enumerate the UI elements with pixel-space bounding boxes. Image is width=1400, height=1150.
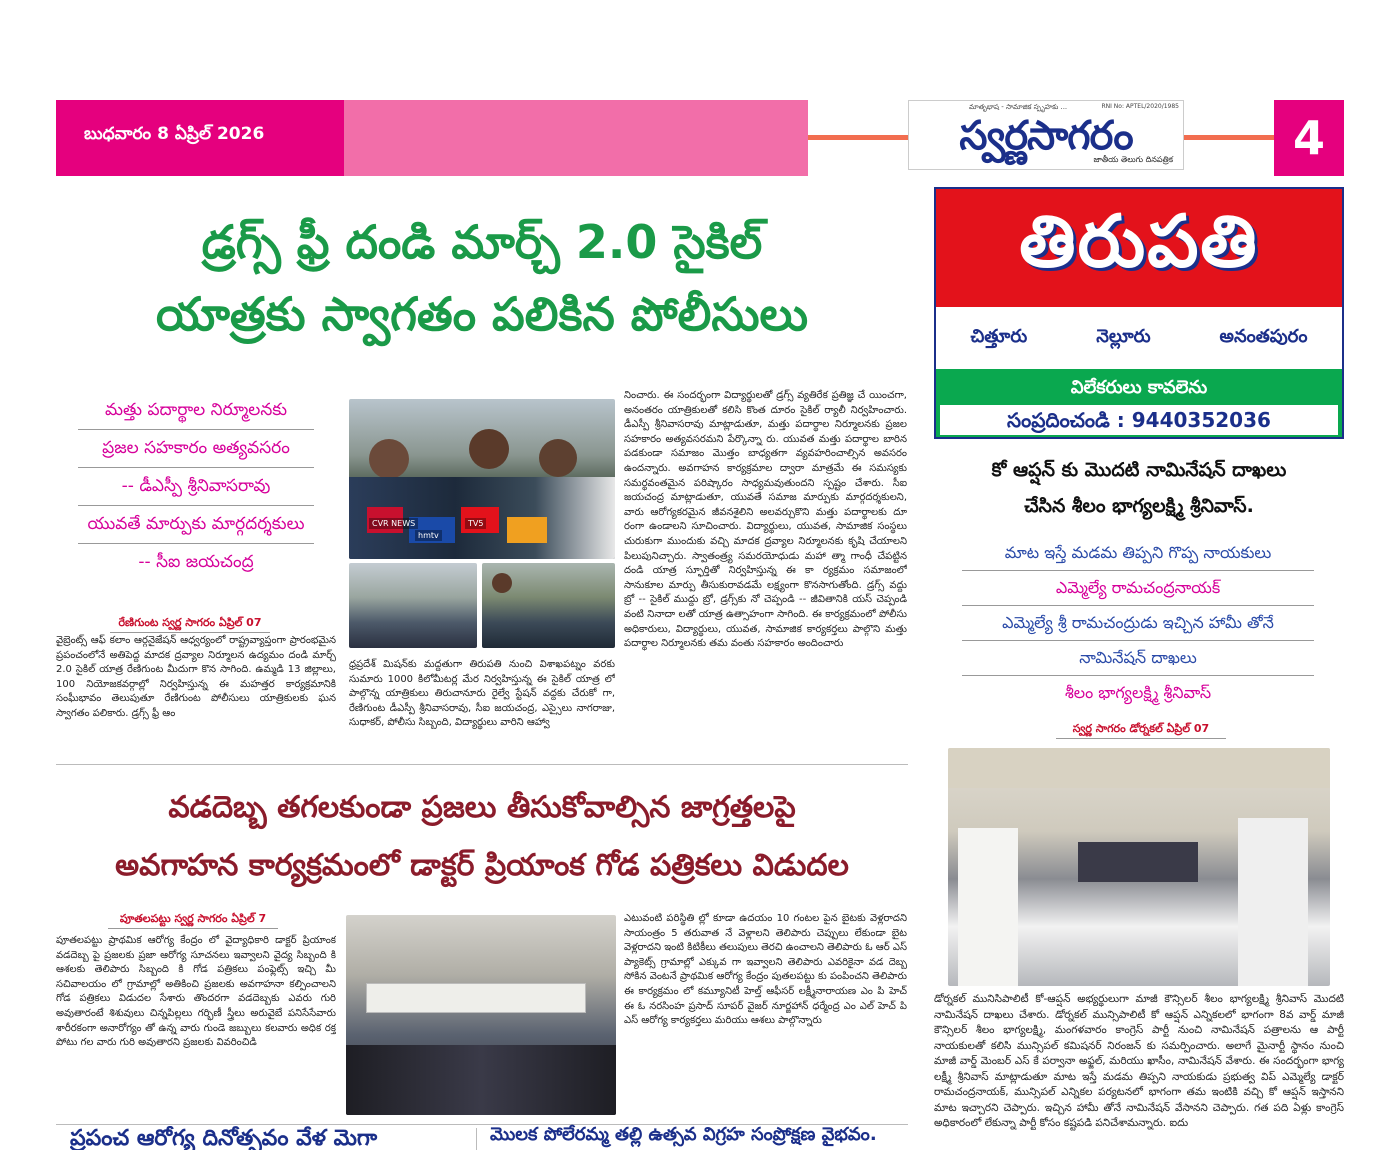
- right-subhead: ఎమ్మెల్యే శ్రీ రామచంద్రుడు ఇచ్చిన హామీ తోనే: [962, 606, 1314, 641]
- ad-contact-number: సంప్రదించండి : 9440352036: [940, 405, 1338, 435]
- person-head: [492, 573, 512, 593]
- masthead-rule-left: [808, 135, 908, 140]
- right-subhead: నామినేషన్ దాఖలు: [962, 641, 1314, 676]
- bottom-headline-left: ప్రపంచ ఆరోగ్య దినోత్సవం వేళ మెగా: [70, 1126, 378, 1150]
- section-divider: [56, 764, 908, 765]
- right-subhead: మాట ఇస్తే మడమ తిప్పని గొప్ప నాయకులు: [962, 536, 1314, 571]
- article1-subhead: ప్రజల సహకారం అత్యవసరం: [78, 430, 314, 468]
- masthead-registration: RNI No: APTEL/2020/1985: [1101, 103, 1179, 110]
- person-white-shirt: [958, 828, 1018, 986]
- issue-date: బుధవారం 8 ఏప్రిల్ 2026: [84, 124, 265, 144]
- masthead-name: స్వర్ణసాగరం: [959, 113, 1133, 159]
- main-headline: [56, 206, 908, 350]
- right-article-body: డోర్నకల్ మునిసిపాలిటీ కో-ఆప్షన్ అభ్యర్థులుగా మాజీ కౌన్సిలర్ శీలం భాగ్యలక్ష్మి శ్రీనివాస్ మొదటి నామినేషన్ దాఖలు చేశారు. డోర్నకల్ మున్సిపాలిటీ కో ఆప్షన్ ఎన్నికలలో భాగంగా 8వ వార్డ్ మాజీ కౌన్సిలర్ శీలం భాగ్యలక్ష్మి, మంగళవారం కాంగ్రెస్ పార్టీ నుంచి నామినేషన్ పత్రాలను ఆ పార్టీ నాయకులతో కలిసి మున్సిపల్ కమిషనర్ నిరంజన్ కు సమర్పించారు. అలాగే మైనార్టీ స్థానం నుంచి మాజీ వార్డ్ మెంబర్ ఎస్ కే పర్వానా అఫ్జల్, మరియు ఖాసీం, నామినేషన్ వేశారు. ఈ సందర్భంగా భాగ్య లక్ష్మీ శ్రీనివాస్ మాట్లాడుతూ మాట ఇస్తే మడమ తిప్పని నాయకుడు ప్రభుత్వ విప్ ఎమ్మెల్యే డాక్టర్ రామచంద్రనాయక్, మున్సిపల్ ఎన్నికల పర్యటనలో భాగంగా తమ ఇంటికి వచ్చి కో ఆప్షన్ ఇస్తానని మాట ఇచ్చారని చెప్పారు. ఇచ్చిన హామీ తోనే నామినేషన్ వేసానని చెప్పారు. గత పది ఏళ్లు కాంగ్రెస్ అధికారంలో లేకున్నా పార్టీ కోసం కష్టపడి పనిచేశామన్నారు. ఐదు: [934, 993, 1344, 1129]
- right-article-subheads: [946, 536, 1330, 710]
- article2-dateline: పూతలపట్టు స్వర్ణ సాగరం ఏప్రిల్ 7: [108, 912, 278, 929]
- column-divider: [476, 1128, 477, 1150]
- article2-headline-line1: వడదెబ్బ తగలకుండా ప్రజలు తీసుకోవాల్సిన జాగ్రత్తలపై: [168, 790, 796, 825]
- channel-logo: TV5: [465, 518, 486, 529]
- bottom-headline-right: మొలక పోలేరమ్మ తల్లి ఉత్సవ విగ్రహ సంప్రోక్షణ వైభవం.: [490, 1124, 877, 1145]
- awareness-program-photo: [346, 915, 616, 1115]
- masthead-tagline: మాతృభాష - సామాజిక స్పృహకు ...: [969, 103, 1068, 111]
- students-cycles-photo: [482, 563, 615, 648]
- person-head: [469, 429, 509, 469]
- ad-wanted: విలేకరులు కావలెను: [1070, 377, 1208, 398]
- article1-subheads: [56, 392, 336, 581]
- office-table: [1078, 842, 1198, 882]
- right-headline-line2: చేసిన శీలం భాగ్యలక్ష్మి శ్రీనివాస్.: [1024, 495, 1254, 517]
- person-head: [539, 439, 577, 477]
- press-meet-photo: [349, 399, 615, 559]
- audience-block: [346, 1045, 616, 1115]
- date-band-light: [344, 100, 808, 176]
- page-number: 4: [1274, 100, 1344, 176]
- right-headline-line1: కో ఆప్షన్ కు మొదటి నామినేషన్ దాఖలు: [991, 459, 1287, 481]
- main-headline-line1: డ్రగ్స్ ఫ్రీ దండి మార్చ్ 2.0 సైకిల్: [201, 215, 763, 269]
- person-head: [369, 439, 409, 479]
- article2-body-col1: పూతలపట్టు ప్రాథమిక ఆరోగ్య కేంద్రం లో వైద్యాధికారి డాక్టర్ ప్రియాంక వడదెబ్బ పై ప్రజలకు ప్రజా ఆరోగ్య సూచనలు ఇవ్వాలని వైద్య సిబ్బంది కి ఆశలకు తెలిపారు సిబ్బంది కి గోడ పత్రికలు పంఫ్లెట్స్ ఇచ్చి మీ సచివాలయం లో గ్రామాల్లో అతికించి ప్రజలకు అవగాహనా కల్పించాలని గోడ పత్రికలు విడుదల సేశారు తొందరగా వడదెబ్బకు ఎవరు గురి అవుతారంటే శిశువులు చిన్నపిల్లలు గర్భిణీ స్త్రీలు అరువైబే పనిసేసేవారు శారీరకంగా అనారోగ్యం తో ఉన్న వారు గుండె జబ్బులు కలవారు అధిక రక్త పోటు గల వారు గురి అవుతారని ప్రజలకు వివరించిడి: [56, 935, 336, 1049]
- mic-flag: [507, 517, 547, 543]
- office-wall: [948, 748, 1330, 788]
- channel-logo: hmtv: [415, 530, 442, 541]
- masthead-logo: [908, 100, 1184, 170]
- channel-logo: CVR NEWS: [369, 518, 418, 529]
- date-band: [56, 100, 808, 176]
- article1-body-col1: వైబ్రెంట్స్ ఆఫ్ కలాం ఆర్గనైజేషన్ ఆధ్వర్యంలో రాష్ట్రవ్యాప్తంగా ప్రారంభమైన ప్రపంచంలోనే అతిపెద్ద మాదక ద్రవ్యాల నిర్మూలన ఉద్యమం దండి మార్చ్ 2.0 సైకిల్ యాత్ర రేణిగుంట మీదుగా కొన సాగింది. ఉమ్మడి 13 జిల్లాలు, 100 నియోజకవర్గాల్లో నిర్వహిస్తున్న ఈ మహత్తర కార్యక్రమానికి సంఘీభావం తెలుపుతూ రేణిగుంట పోలీసులు యాత్రికులకు ఘన స్వాగతం పలికారు. డ్రగ్స్ ఫ్రీ ఆం: [56, 635, 336, 719]
- article1-dateline: రేణిగుంట స్వర్ణ సాగరం ఏప్రిల్ 07: [110, 616, 270, 633]
- article1-body-col2: ధ్రప్రదేశ్ మిషన్‌కు మద్దతుగా తిరుపతి నుంచి విశాఖపట్నం వరకు సుమారు 1000 కిలోమీటర్ల మేర నిర్వహిస్తున్న ఈ సైకిల్ యాత్ర లో పాల్గొన్న యాత్రికులు తిరుచానూరు రైల్వే స్టేషన్ వద్దకు చేరుకో గా, రేణిగుంట డీఎస్పీ శ్రీనివాసరావు, సీఐ జయచంద్ర, ఎస్సైలు నాగరాజు, సుధాకర్, పోలీసు సిబ్బంది, విద్యార్థులు వారిని ఆహ్వా: [349, 659, 615, 729]
- classified-ad: [934, 187, 1344, 439]
- right-subhead: ఎమ్మెల్యే రామచంద్రనాయక్: [962, 571, 1314, 606]
- ad-city: నెల్లూరు: [1096, 325, 1151, 347]
- main-headline-line2: యాత్రకు స్వాగతం పలికిన పోలీసులు: [155, 287, 809, 341]
- article1-body-col3: నించారు. ఈ సందర్భంగా విద్యార్థులతో డ్రగ్స్ వ్యతిరేక ప్రతిజ్ఞ చే యించగా, అనంతరం యాత్రికులతో కలిసి కొంత దూరం సైకిల్ ర్యాలీ నిర్వహించారు. డీఎస్పీ శ్రీనివాసరావు మాట్లాడుతూ, మత్తు పదార్థాల నిర్మూలనకు ప్రజల సహకారం అత్యవసరమని పేర్కొన్నా రు. యువత మత్తు పదార్థాల బారిన పడకుండా సమాజం మొత్తం బాధ్యతగా వ్యవహరించాల్సిన అవసరం ఉందన్నారు. అవగాహన కార్యక్రమాల ద్వారా మాత్రమే ఈ సమస్యకు సమర్థవంతమైన పరిష్కారం సాధ్యమవుతుందని స్పష్టం చేశారు. సీఐ జయచంద్ర మాట్లాడుతూ, యువతే సమాజ మార్పుకు మార్గదర్శకులని, వారు ఆరోగ్యకరమైన జీవనశైలిని అలవర్చుకొని మత్తు పదార్థాలకు దూ రంగా ఉండాలని సూచించారు. విద్యార్థులు, యువత, సామాజిక సంస్థలు చురుకుగా ముందుకు వచ్చి మాదక ద్రవ్యాల నిర్మూలనకు కృషి చేయాలని పిలుపునిచ్చారు. స్వాతంత్ర్య సమరయోధుడు మహా త్మా గాంధీ చేపట్టిన దండి యాత్ర స్ఫూర్తితో నిర్వహిస్తున్న ఈ కా ర్యక్రమం సమాజంలో సానుకూల మార్పు తీసుకురావడమే లక్ష్యంగా కొనసాగుతోంది. డ్రగ్స్ వద్దు బ్రో -- సైకిల్ ముద్దు బ్రో, డ్రగ్స్‌కు నో చెప్పండి -- జీవితానికి యస్ చెప్పండి వంటి నినాదా లతో యాత్ర ఉత్సాహంగా సాగింది. ఈ కార్యక్రమంలో పోలీసు అధికారులు, విద్యార్థులు, యువత, సామాజిక కార్యకర్తలు పాల్గొని మత్తు పదార్థాల నిర్మూలనకు తమ వంతు సహకారం అందించారు: [624, 390, 907, 650]
- wall-poster-banner: [366, 983, 586, 1013]
- ad-city: అనంతపురం: [1219, 325, 1308, 347]
- right-article-dateline: స్వర్ణ సాగరం డోర్నకల్ ఏప్రిల్ 07: [1056, 722, 1226, 739]
- right-article-headline: [934, 452, 1344, 524]
- article2-body-col2: ఎటువంటి పరిస్థితి ల్లో కూడా ఉదయం 10 గంటల పైన బైటకు వెళ్లరాదని సాయంత్రం 5 తరువాత నే వెళ్లాలని తెలిపారు చెప్పులు లేకుండా బైట వెళ్లరాదని ఇంటి కిటికీలు తలుపులు తెరచి ఉంచాలని తెలిపారు ఓ ఆర్ ఎస్ ప్యాకెట్స్ గ్రామాల్లో ఎక్కువ గా ఇవ్వాలని తెలిపారు ఎవరికైనా వడ దెబ్బ సోకిన వెంటనే ప్రాథమిక ఆరోగ్య కేంద్రం పుతలపట్టు కు పంపించని తెలిపారు ఈ కార్యక్రమం లో కమ్యూనిటీ హెల్త్ ఆఫీసర్ లక్ష్మీనారాయణ ఎం పి హెచ్ ఈ ఓ నరసింహ ప్రసాద్ సూపర్ వైజర్ నూర్జహాన్ ధర్మేంద్ర ఎం ఎల్ హెచ్ పి ఎస్ ఆరోగ్య కార్యకర్తలు మరియు ఆశలు పాల్గొన్నారు: [624, 913, 907, 1027]
- article2-headline-line2: అవగాహన కార్యక్రమంలో డాక్టర్ ప్రియాంక గోడ పత్రికలు విడుదల: [115, 848, 849, 883]
- masthead-subtitle: జాతీయ తెలుగు దినపత్రిక: [1093, 155, 1173, 164]
- article1-subhead: మత్తు పదార్థాల నిర్మూలనకు: [78, 392, 314, 430]
- article1-subhead: -- డీఎస్పీ శ్రీనివాసరావు: [78, 468, 314, 506]
- ad-cities: [936, 307, 1342, 369]
- article1-subhead: -- సీఐ జయచంద్ర: [138, 552, 254, 572]
- cycle-rally-photo: [349, 563, 477, 648]
- ad-city: చిత్తూరు: [970, 325, 1028, 347]
- nomination-photo: [948, 748, 1330, 986]
- ad-title: తిరుపతి: [1019, 199, 1259, 283]
- right-subhead: శీలం భాగ్యలక్ష్మి శ్రీనివాస్: [1064, 683, 1212, 702]
- article1-subhead: యువతే మార్పుకు మార్గదర్శకులు: [78, 506, 314, 544]
- person-white-shirt: [1238, 818, 1308, 986]
- article2-headline: [56, 780, 908, 892]
- masthead-rule-right: [1184, 135, 1274, 140]
